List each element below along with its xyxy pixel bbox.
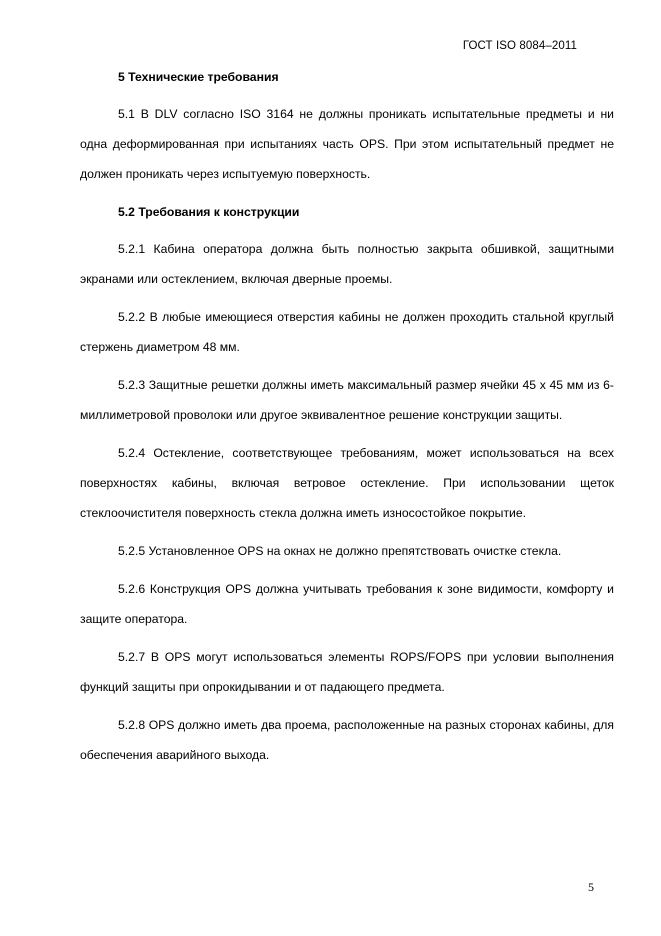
paragraph-5-2-6: 5.2.6 Конструкция OPS должна учитывать требования к зоне видимости, комфорту и защите оператора. bbox=[80, 582, 614, 626]
section-heading-construction-requirements: 5.2 Требования к конструкции bbox=[118, 205, 300, 219]
page-content bbox=[80, 62, 614, 778]
document-code-header: ГОСТ ISO 8084–2011 bbox=[462, 40, 577, 52]
paragraph-5-1: 5.1 В DLV согласно ISO 3164 не должны проникать испытательные предметы и ни одна деформированная при испытаниях часть OPS. При этом испытательный предмет не должен проникать через испытуемую поверхность. bbox=[80, 107, 614, 181]
page-number: 5 bbox=[588, 880, 594, 894]
paragraph-5-2-7: 5.2.7 В OPS могут использоваться элементы ROPS/FOPS при условии выполнения функций защиты при опрокидывании и от падающего предмета. bbox=[80, 650, 614, 694]
paragraph-5-2-1: 5.2.1 Кабина оператора должна быть полностью закрыта обшивкой, защитными экранами или остеклением, включая дверные проемы. bbox=[80, 242, 614, 286]
paragraph-5-2-3: 5.2.3 Защитные решетки должны иметь максимальный размер ячейки 45 х 45 мм из 6-миллиметровой проволоки или другое эквивалентное решение конструкции защиты. bbox=[80, 378, 614, 422]
paragraph-5-2-4: 5.2.4 Остекление, соответствующее требованиям, может использоваться на всех поверхностях кабины, включая ветровое остекление. При использовании щеток стеклоочистителя поверхность стекла должна иметь износостойкое покрытие. bbox=[80, 446, 614, 520]
paragraph-5-2-8: 5.2.8 OPS должно иметь два проема, расположенные на разных сторонах кабины, для обеспечения аварийного выхода. bbox=[80, 718, 614, 762]
section-heading-technical-requirements: 5 Технические требования bbox=[118, 70, 279, 84]
paragraph-5-2-5: 5.2.5 Установленное OPS на окнах не должно препятствовать очистке стекла. bbox=[118, 544, 562, 558]
paragraph-5-2-2: 5.2.2 В любые имеющиеся отверстия кабины не должен проходить стальной круглый стержень диаметром 48 мм. bbox=[80, 310, 614, 354]
